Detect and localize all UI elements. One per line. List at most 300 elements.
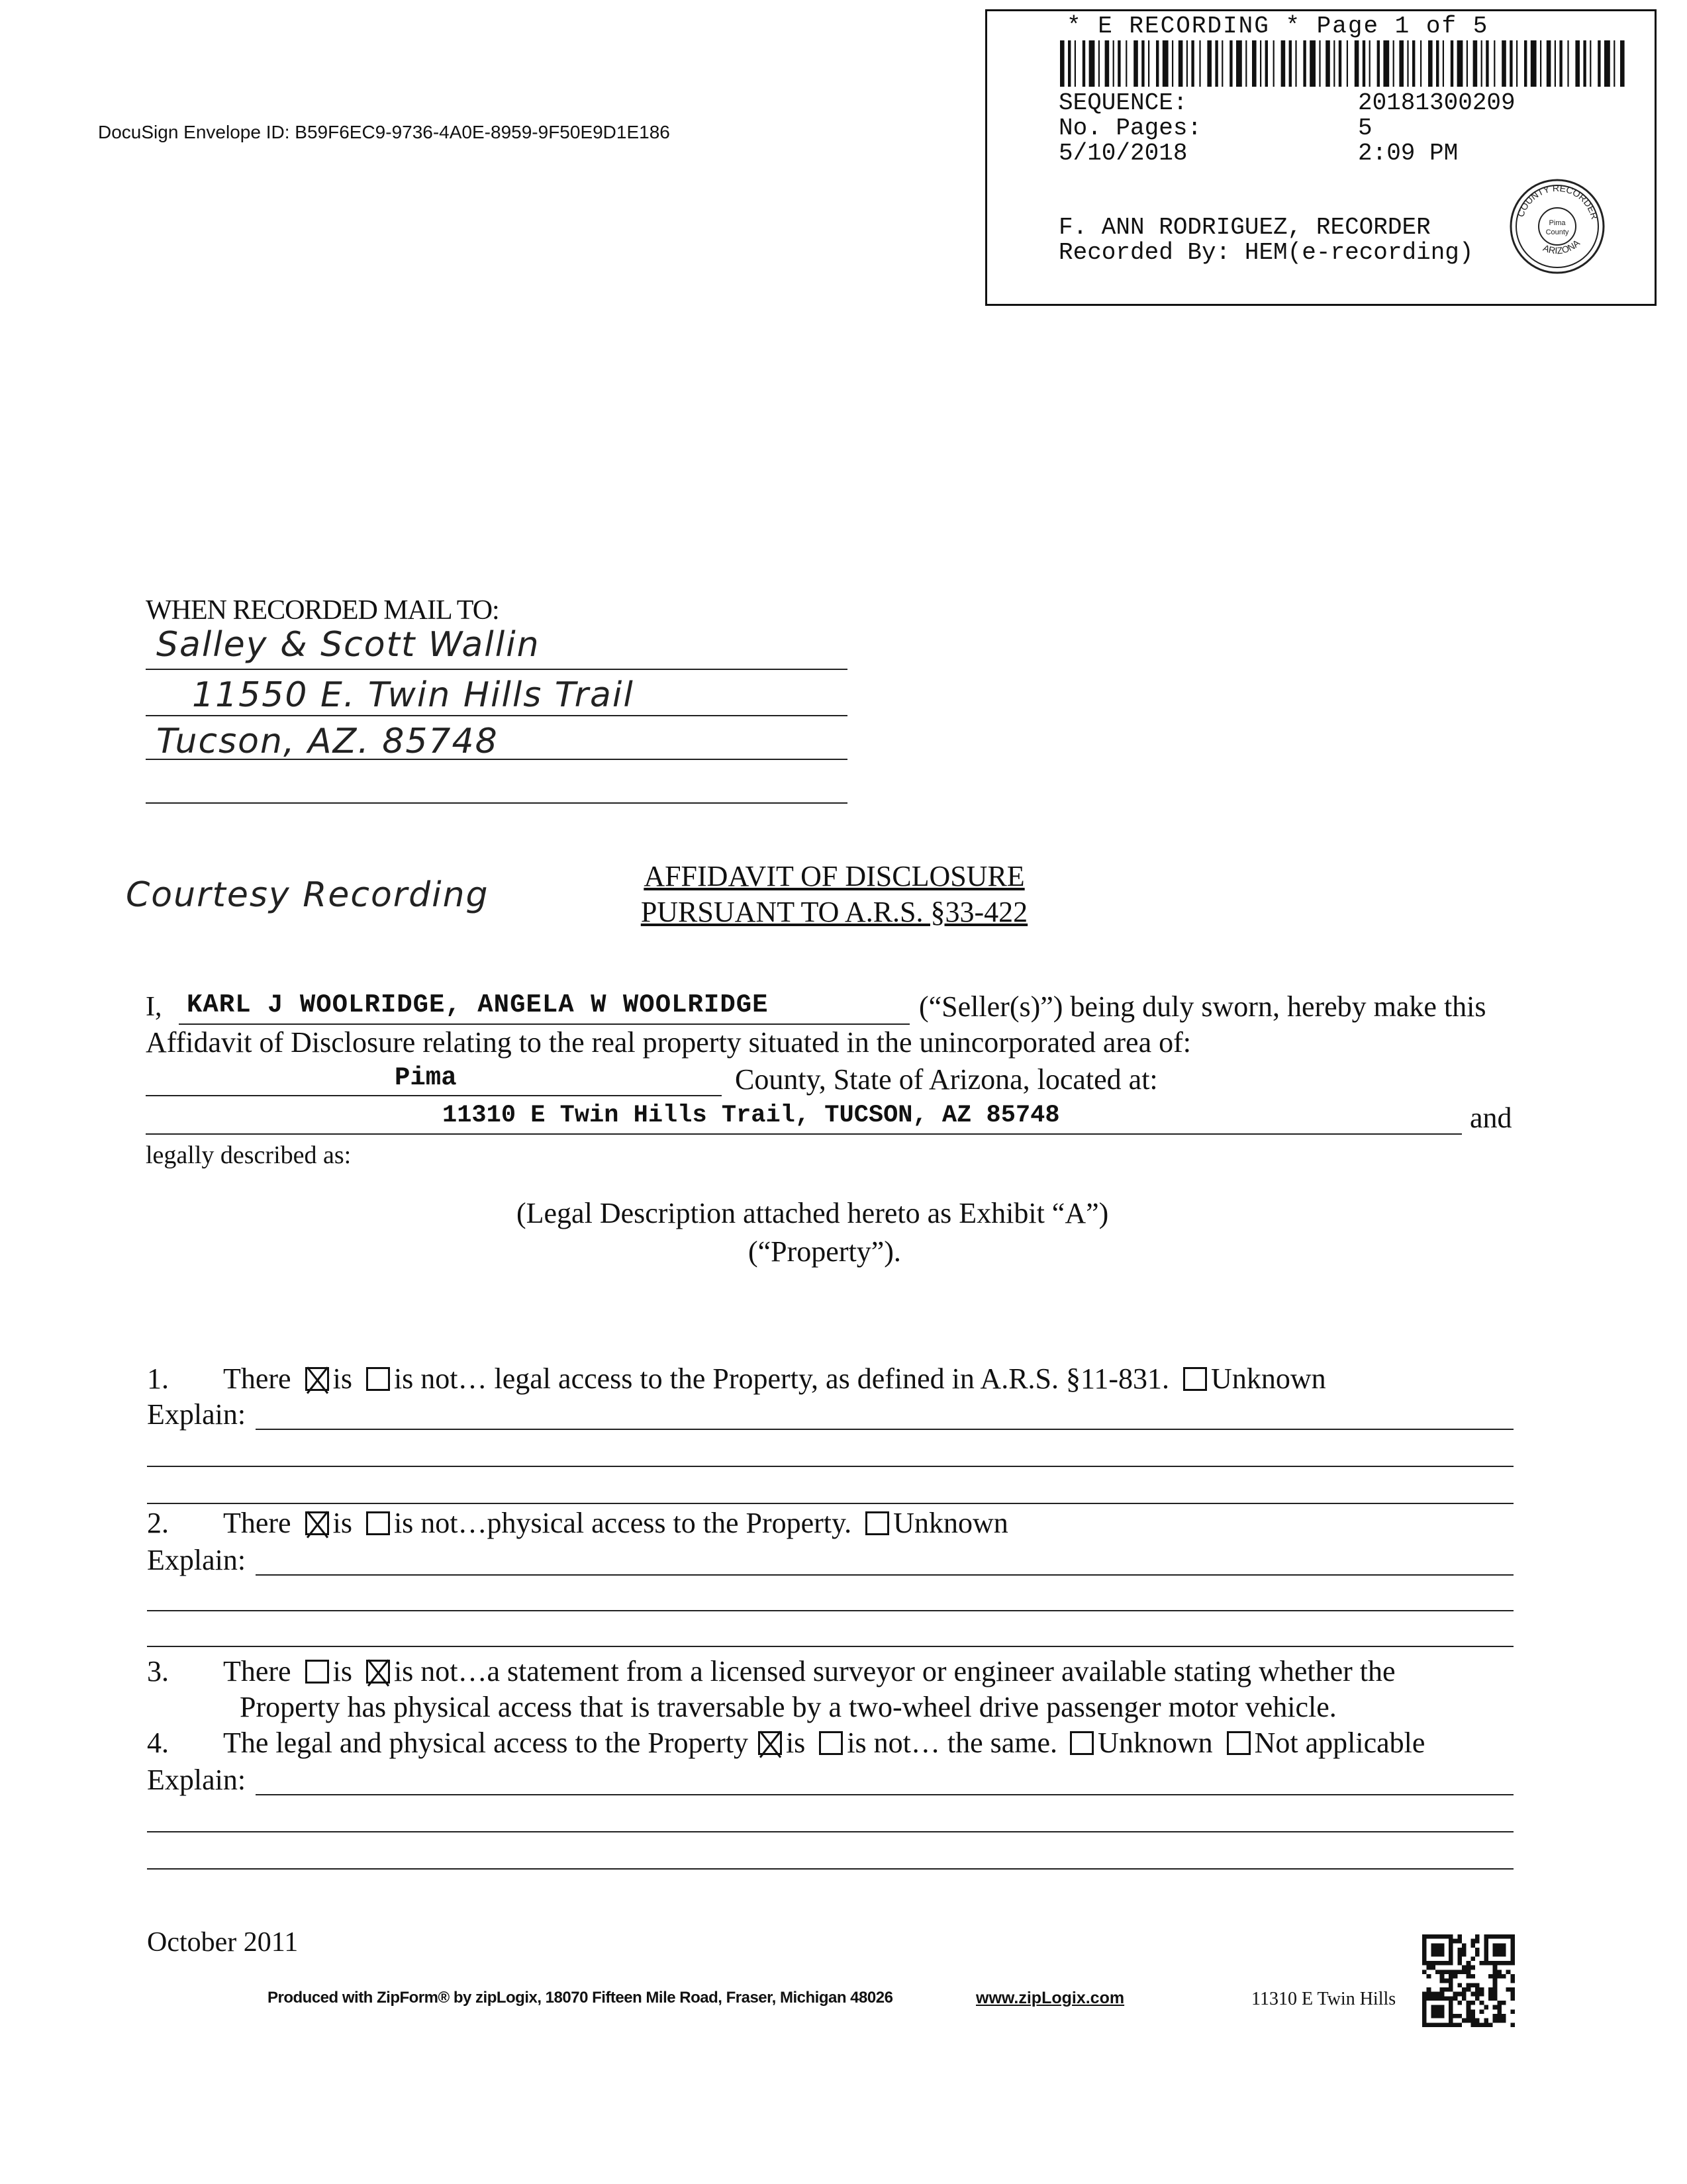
mail-to-rule1 bbox=[146, 669, 847, 670]
qr-module bbox=[1497, 1974, 1502, 1979]
qr-module bbox=[1510, 1987, 1515, 1992]
qr-module bbox=[1422, 2018, 1427, 2023]
item2-unknown-checkbox[interactable] bbox=[865, 1511, 889, 1535]
qr-module bbox=[1431, 1943, 1435, 1948]
barcode-bar bbox=[1393, 40, 1394, 87]
qr-module bbox=[1510, 2022, 1515, 2027]
qr-module bbox=[1422, 1934, 1427, 1939]
qr-module bbox=[1422, 2014, 1427, 2018]
qr-module bbox=[1497, 1952, 1502, 1957]
qr-module bbox=[1449, 1970, 1453, 1974]
qr-module bbox=[1449, 1974, 1453, 1979]
barcode-bar bbox=[1339, 40, 1341, 87]
item1-is-not-label: is not… legal access to the Property, as defined in A.R.S. §11-831. bbox=[393, 1362, 1170, 1395]
barcode-bar bbox=[1068, 40, 1071, 87]
qr-module bbox=[1427, 1992, 1431, 1997]
barcode-bar bbox=[1252, 40, 1257, 87]
barcode-bar bbox=[1575, 40, 1580, 87]
barcode-bar bbox=[1590, 40, 1591, 87]
county-suffix: County, State of Arizona, located at: bbox=[735, 1063, 1158, 1096]
item1-explain-label: Explain: bbox=[147, 1398, 246, 1431]
svg-text:COUNTY RECORDER: COUNTY RECORDER bbox=[1515, 182, 1600, 220]
qr-module bbox=[1510, 1948, 1515, 1952]
qr-module bbox=[1470, 2022, 1475, 2027]
barcode-bar bbox=[1141, 40, 1144, 87]
qr-module bbox=[1493, 1961, 1498, 1966]
qr-module bbox=[1470, 1956, 1475, 1961]
qr-module bbox=[1435, 1934, 1440, 1939]
qr-module bbox=[1506, 1934, 1511, 1939]
qr-module bbox=[1506, 1987, 1511, 1992]
qr-module bbox=[1444, 1970, 1449, 1974]
qr-module bbox=[1480, 2022, 1484, 2027]
qr-module bbox=[1435, 2014, 1440, 2018]
qr-module bbox=[1440, 2022, 1445, 2027]
qr-module bbox=[1497, 1948, 1502, 1952]
qr-module bbox=[1510, 1934, 1515, 1939]
qr-module bbox=[1470, 1983, 1475, 1987]
qr-module bbox=[1449, 1956, 1453, 1961]
qr-module bbox=[1457, 1934, 1462, 1939]
qr-module bbox=[1462, 1943, 1467, 1948]
item1-is-label: is bbox=[332, 1362, 352, 1395]
qr-module bbox=[1467, 1987, 1471, 1992]
qr-module bbox=[1484, 2005, 1488, 2010]
item1-explain-rule3[interactable] bbox=[147, 1503, 1514, 1504]
barcode-bar bbox=[1148, 40, 1149, 87]
item2-num: 2. bbox=[147, 1507, 169, 1539]
barcode-bar bbox=[1524, 40, 1527, 87]
qr-module bbox=[1422, 1996, 1427, 2001]
qr-module bbox=[1457, 2014, 1462, 2018]
qr-module bbox=[1467, 1970, 1471, 1974]
qr-module bbox=[1497, 1970, 1502, 1974]
qr-module bbox=[1470, 1974, 1475, 1979]
barcode-bar bbox=[1347, 40, 1348, 87]
qr-module bbox=[1475, 1939, 1480, 1944]
item4-is-checkbox[interactable] bbox=[758, 1731, 782, 1755]
qr-module bbox=[1510, 1979, 1515, 1983]
barcode-bar bbox=[1510, 40, 1512, 87]
barcode-bar bbox=[1412, 40, 1415, 87]
item4-explain-rule2[interactable] bbox=[147, 1831, 1514, 1832]
qr-module bbox=[1435, 2005, 1440, 2010]
qr-module bbox=[1510, 1996, 1515, 2001]
qr-module bbox=[1467, 2014, 1471, 2018]
stamp-title: * E RECORDING * Page 1 of 5 bbox=[1067, 13, 1489, 40]
item2-is-checkbox[interactable] bbox=[305, 1511, 329, 1535]
qr-module bbox=[1457, 2022, 1462, 2027]
item4-explain-label: Explain: bbox=[147, 1764, 246, 1796]
courtesy-note: Courtesy Recording bbox=[126, 875, 489, 915]
barcode-bar bbox=[1105, 40, 1110, 87]
qr-module bbox=[1462, 1952, 1467, 1957]
barcode-bar bbox=[1126, 40, 1127, 87]
qr-module bbox=[1444, 1979, 1449, 1983]
qr-module bbox=[1444, 1987, 1449, 1992]
barcode-bar bbox=[1191, 40, 1194, 87]
item2-row bbox=[147, 1507, 1008, 1540]
qr-module bbox=[1502, 1934, 1506, 1939]
barcode-bar bbox=[1245, 40, 1247, 87]
qr-module bbox=[1453, 2022, 1458, 2027]
qr-module bbox=[1431, 1961, 1435, 1966]
qr-module bbox=[1440, 1943, 1445, 1948]
svg-text:County: County bbox=[1545, 228, 1569, 236]
qr-module bbox=[1502, 2001, 1506, 2005]
barcode-bar bbox=[1369, 40, 1371, 87]
item3-is-label: is bbox=[332, 1655, 352, 1687]
qr-module bbox=[1422, 2005, 1427, 2010]
barcode-bar bbox=[1473, 40, 1478, 87]
qr-module bbox=[1467, 2009, 1471, 2014]
barcode-bar bbox=[1383, 40, 1389, 87]
barcode-bar bbox=[1516, 40, 1518, 87]
qr-module bbox=[1470, 1966, 1475, 1970]
qr-module bbox=[1427, 1934, 1431, 1939]
qr-module bbox=[1431, 1948, 1435, 1952]
qr-module bbox=[1435, 1961, 1440, 1966]
item4-is-label: is bbox=[785, 1727, 806, 1759]
qr-module bbox=[1470, 2009, 1475, 2014]
envelope-id: DocuSign Envelope ID: B59F6EC9-9736-4A0E-8959-9F50E9D1E186 bbox=[98, 122, 670, 142]
item4-unknown-label: Unknown bbox=[1098, 1727, 1213, 1759]
qr-module bbox=[1506, 1961, 1511, 1966]
barcode-bar bbox=[1172, 40, 1173, 87]
qr-module bbox=[1427, 1996, 1431, 2001]
item4-explain-rule3[interactable] bbox=[147, 1868, 1514, 1870]
qr-module bbox=[1453, 2014, 1458, 2018]
qr-module bbox=[1493, 1987, 1498, 1992]
qr-module bbox=[1444, 1961, 1449, 1966]
barcode-bar bbox=[1289, 40, 1292, 87]
qr-module bbox=[1462, 2018, 1467, 2023]
qr-module bbox=[1502, 1974, 1506, 1979]
qr-module bbox=[1470, 2018, 1475, 2023]
barcode-bar bbox=[1273, 40, 1275, 87]
qr-module bbox=[1484, 2022, 1488, 2027]
barcode-bar bbox=[1199, 40, 1200, 87]
barcode-bar bbox=[1428, 40, 1433, 87]
qr-module bbox=[1435, 1992, 1440, 1997]
qr-module bbox=[1422, 2001, 1427, 2005]
sequence-label: SEQUENCE: bbox=[1059, 89, 1188, 117]
ziplogix-link[interactable]: www.zipLogix.com bbox=[976, 1989, 1125, 2007]
barcode-bar bbox=[1547, 40, 1551, 87]
barcode-bar bbox=[1083, 40, 1085, 87]
qr-module bbox=[1493, 1970, 1498, 1974]
qr-module bbox=[1427, 2022, 1431, 2027]
barcode-bar bbox=[1207, 40, 1212, 87]
record-date: 5/10/2018 bbox=[1059, 140, 1188, 167]
item1-is-checkbox[interactable] bbox=[305, 1367, 329, 1391]
qr-module bbox=[1457, 1948, 1462, 1952]
qr-module bbox=[1488, 1974, 1493, 1979]
barcode-bar bbox=[1333, 40, 1335, 87]
qr-module bbox=[1449, 1934, 1453, 1939]
qr-module bbox=[1502, 1961, 1506, 1966]
produced-with: Produced with ZipForm® by zipLogix, 18070 Fifteen Mile Road, Fraser, Michigan 48026 bbox=[267, 1989, 893, 2007]
qr-module bbox=[1440, 2014, 1445, 2018]
qr-module bbox=[1475, 1983, 1480, 1987]
qr-module bbox=[1502, 1952, 1506, 1957]
qr-module bbox=[1493, 2018, 1498, 2023]
qr-module bbox=[1488, 1934, 1493, 1939]
barcode-bar bbox=[1363, 40, 1365, 87]
sequence-value: 20181300209 bbox=[1358, 89, 1516, 117]
barcode-bar bbox=[1486, 40, 1488, 87]
qr-module bbox=[1449, 1979, 1453, 1983]
qr-module bbox=[1467, 1974, 1471, 1979]
record-time: 2:09 PM bbox=[1358, 140, 1459, 167]
qr-module bbox=[1457, 1992, 1462, 1997]
barcode-bar bbox=[1555, 40, 1556, 87]
recording-stamp bbox=[985, 9, 1657, 306]
qr-module bbox=[1480, 2001, 1484, 2005]
barcode-bar bbox=[1559, 40, 1562, 87]
qr-module bbox=[1431, 2022, 1435, 2027]
qr-module bbox=[1475, 1948, 1480, 1952]
barcode-bar bbox=[1098, 40, 1100, 87]
qr-module bbox=[1440, 1974, 1445, 1979]
item4-is-not-label: is not… the same. bbox=[847, 1727, 1058, 1759]
barcode-bar bbox=[1281, 40, 1286, 87]
barcode-bar bbox=[1399, 40, 1404, 87]
qr-module bbox=[1449, 1948, 1453, 1952]
qr-module bbox=[1488, 2022, 1493, 2027]
mail-to-heading: WHEN RECORDED MAIL TO: bbox=[146, 595, 499, 626]
qr-module bbox=[1449, 2005, 1453, 2010]
qr-module bbox=[1484, 1934, 1488, 1939]
seller-names: KARL J WOOLRIDGE, ANGELA W WOOLRIDGE bbox=[187, 990, 769, 1020]
qr-module bbox=[1457, 1952, 1462, 1957]
qr-module bbox=[1435, 1970, 1440, 1974]
qr-module bbox=[1484, 1948, 1488, 1952]
qr-module bbox=[1444, 1996, 1449, 2001]
barcode-bar bbox=[1420, 40, 1422, 87]
qr-module bbox=[1449, 1943, 1453, 1948]
mail-to-rule4 bbox=[146, 802, 847, 804]
pages-label: No. Pages: bbox=[1059, 115, 1202, 142]
item1-explain-field[interactable] bbox=[256, 1429, 1514, 1430]
barcode-bar bbox=[1567, 40, 1568, 87]
qr-module bbox=[1497, 2005, 1502, 2010]
qr-module bbox=[1422, 1948, 1427, 1952]
item1-unknown-label: Unknown bbox=[1211, 1362, 1326, 1395]
qr-module bbox=[1462, 1948, 1467, 1952]
item4-unknown-checkbox[interactable] bbox=[1070, 1731, 1094, 1755]
qr-module bbox=[1480, 1961, 1484, 1966]
barcode-bar bbox=[1113, 40, 1114, 87]
qr-module bbox=[1467, 1966, 1471, 1970]
qr-module bbox=[1493, 1996, 1498, 2001]
county-rule bbox=[146, 1095, 722, 1096]
barcode-bar bbox=[1310, 40, 1316, 87]
item4-not-applicable-label: Not applicable bbox=[1254, 1727, 1425, 1759]
item4-num: 4. bbox=[147, 1727, 169, 1759]
qr-module bbox=[1435, 1943, 1440, 1948]
qr-module bbox=[1440, 1987, 1445, 1992]
qr-module bbox=[1484, 1943, 1488, 1948]
qr-module bbox=[1453, 1939, 1458, 1944]
barcode-bar bbox=[1540, 40, 1541, 87]
barcode-bar bbox=[1075, 40, 1076, 87]
qr-code-icon bbox=[1422, 1934, 1515, 2027]
barcode-bar bbox=[1377, 40, 1380, 87]
qr-module bbox=[1470, 1992, 1475, 1997]
qr-module bbox=[1462, 1970, 1467, 1974]
qr-module bbox=[1462, 1992, 1467, 1997]
qr-module bbox=[1431, 1966, 1435, 1970]
property-address: 11310 E Twin Hills Trail, TUCSON, AZ 85748 bbox=[442, 1102, 1060, 1129]
item1-is-not-checkbox[interactable] bbox=[366, 1367, 390, 1391]
qr-module bbox=[1493, 1979, 1498, 1983]
barcode-bar bbox=[1407, 40, 1408, 87]
item2-unknown-label: Unknown bbox=[893, 1507, 1008, 1539]
barcode-bar bbox=[1451, 40, 1453, 87]
barcode-bar bbox=[1265, 40, 1268, 87]
qr-module bbox=[1440, 1996, 1445, 2001]
qr-module bbox=[1493, 1992, 1498, 1997]
qr-module bbox=[1449, 1939, 1453, 1944]
qr-module bbox=[1444, 2022, 1449, 2027]
barcode-bar bbox=[1481, 40, 1482, 87]
qr-module bbox=[1488, 1961, 1493, 1966]
county-value: Pima bbox=[395, 1063, 457, 1092]
qr-module bbox=[1475, 1996, 1480, 2001]
barcode-bar bbox=[1089, 40, 1095, 87]
barcode-bar bbox=[1236, 40, 1242, 87]
qr-module bbox=[1449, 1983, 1453, 1987]
item3-num: 3. bbox=[147, 1655, 169, 1687]
barcode-bar bbox=[1494, 40, 1495, 87]
barcode-bar bbox=[1443, 40, 1444, 87]
qr-module bbox=[1422, 1961, 1427, 1966]
qr-module bbox=[1440, 1992, 1445, 1997]
qr-module bbox=[1457, 1970, 1462, 1974]
qr-module bbox=[1435, 1948, 1440, 1952]
qr-module bbox=[1475, 1952, 1480, 1957]
barcode-bar bbox=[1531, 40, 1537, 87]
item1-unknown-checkbox[interactable] bbox=[1183, 1367, 1207, 1391]
qr-module bbox=[1493, 1966, 1498, 1970]
qr-module bbox=[1462, 1966, 1467, 1970]
barcode-bar bbox=[1604, 40, 1610, 87]
qr-module bbox=[1497, 2014, 1502, 2018]
recorder-name: F. ANN RODRIGUEZ, RECORDER bbox=[1059, 214, 1431, 241]
mail-to-rule2 bbox=[146, 715, 847, 716]
barcode-bar bbox=[1186, 40, 1188, 87]
item4-is-not-checkbox[interactable] bbox=[819, 1731, 843, 1755]
qr-module bbox=[1422, 1992, 1427, 1997]
item3-is-not-checkbox[interactable] bbox=[366, 1660, 390, 1684]
item1-there: There bbox=[223, 1362, 291, 1395]
barcode-bar bbox=[1163, 40, 1169, 87]
qr-module bbox=[1457, 1939, 1462, 1944]
item4-not-applicable-checkbox[interactable] bbox=[1227, 1731, 1251, 1755]
qr-module bbox=[1462, 1987, 1467, 1992]
qr-module bbox=[1488, 1996, 1493, 2001]
qr-module bbox=[1493, 1934, 1498, 1939]
qr-module bbox=[1497, 2009, 1502, 2014]
qr-module bbox=[1440, 2009, 1445, 2014]
barcode-bar bbox=[1583, 40, 1586, 87]
qr-module bbox=[1488, 1992, 1493, 1997]
qr-module bbox=[1480, 1992, 1484, 1997]
qr-module bbox=[1431, 2005, 1435, 2010]
barcode-bar bbox=[1222, 40, 1223, 87]
item2-explain-field[interactable] bbox=[256, 1574, 1514, 1576]
qr-module bbox=[1506, 1970, 1511, 1974]
intro-line2: Affidavit of Disclosure relating to the real property situated in the unincorporated area of: bbox=[146, 1026, 1191, 1059]
qr-module bbox=[1470, 1939, 1475, 1944]
barcode-bar bbox=[1260, 40, 1261, 87]
qr-module bbox=[1435, 1996, 1440, 2001]
item2-is-label: is bbox=[332, 1507, 352, 1539]
item3-line2: Property has physical access that is traversable by a two-wheel drive passenger motor vehicle. bbox=[240, 1691, 1337, 1723]
item2-explain-rule3[interactable] bbox=[147, 1646, 1514, 1647]
qr-module bbox=[1440, 1952, 1445, 1957]
barcode-bar bbox=[1156, 40, 1159, 87]
item2-is-not-checkbox[interactable] bbox=[366, 1511, 390, 1535]
qr-module bbox=[1480, 2009, 1484, 2014]
item2-explain-rule2[interactable] bbox=[147, 1610, 1514, 1611]
qr-module bbox=[1502, 1943, 1506, 1948]
barcode-bar bbox=[1060, 40, 1065, 87]
qr-module bbox=[1457, 1961, 1462, 1966]
item1-explain-rule2[interactable] bbox=[147, 1466, 1514, 1467]
qr-module bbox=[1510, 1961, 1515, 1966]
affidavit-title-line1: AFFIDAVIT OF DISCLOSURE bbox=[644, 860, 1025, 892]
qr-module bbox=[1431, 1952, 1435, 1957]
item4-text: The legal and physical access to the Property bbox=[223, 1727, 748, 1759]
qr-module bbox=[1431, 1934, 1435, 1939]
barcode bbox=[1060, 38, 1629, 89]
qr-module bbox=[1449, 1961, 1453, 1966]
recorded-by: Recorded By: HEM(e-recording) bbox=[1059, 239, 1474, 266]
barcode-bar bbox=[1355, 40, 1359, 87]
qr-module bbox=[1510, 1939, 1515, 1944]
svg-text:Pima: Pima bbox=[1549, 219, 1566, 227]
qr-module bbox=[1475, 1987, 1480, 1992]
item4-explain-field[interactable] bbox=[256, 1794, 1514, 1795]
qr-module bbox=[1510, 1974, 1515, 1979]
barcode-bar bbox=[1118, 40, 1120, 87]
mail-to-line3: Tucson, AZ. 85748 bbox=[156, 722, 499, 761]
form-reference: 11310 E Twin Hills bbox=[1251, 1989, 1396, 2009]
qr-module bbox=[1470, 2014, 1475, 2018]
qr-module bbox=[1427, 1987, 1431, 1992]
barcode-bar bbox=[1303, 40, 1306, 87]
qr-module bbox=[1488, 1987, 1493, 1992]
affidavit-title-line2: PURSUANT TO A.R.S. §33-422 bbox=[640, 896, 1028, 928]
item2-is-not-label: is not…physical access to the Property. bbox=[393, 1507, 852, 1539]
qr-module bbox=[1449, 2001, 1453, 2005]
qr-module bbox=[1493, 2014, 1498, 2018]
item3-is-checkbox[interactable] bbox=[305, 1660, 329, 1684]
barcode-bar bbox=[1614, 40, 1615, 87]
qr-module bbox=[1493, 1983, 1498, 1987]
qr-module bbox=[1497, 2001, 1502, 2005]
county-seal-icon bbox=[1508, 177, 1607, 276]
qr-module bbox=[1449, 1996, 1453, 2001]
qr-module bbox=[1440, 2005, 1445, 2010]
qr-module bbox=[1435, 2009, 1440, 2014]
barcode-bar bbox=[1229, 40, 1232, 87]
qr-module bbox=[1470, 1943, 1475, 1948]
intro-prefix: I, bbox=[146, 992, 162, 1022]
qr-module bbox=[1453, 1974, 1458, 1979]
